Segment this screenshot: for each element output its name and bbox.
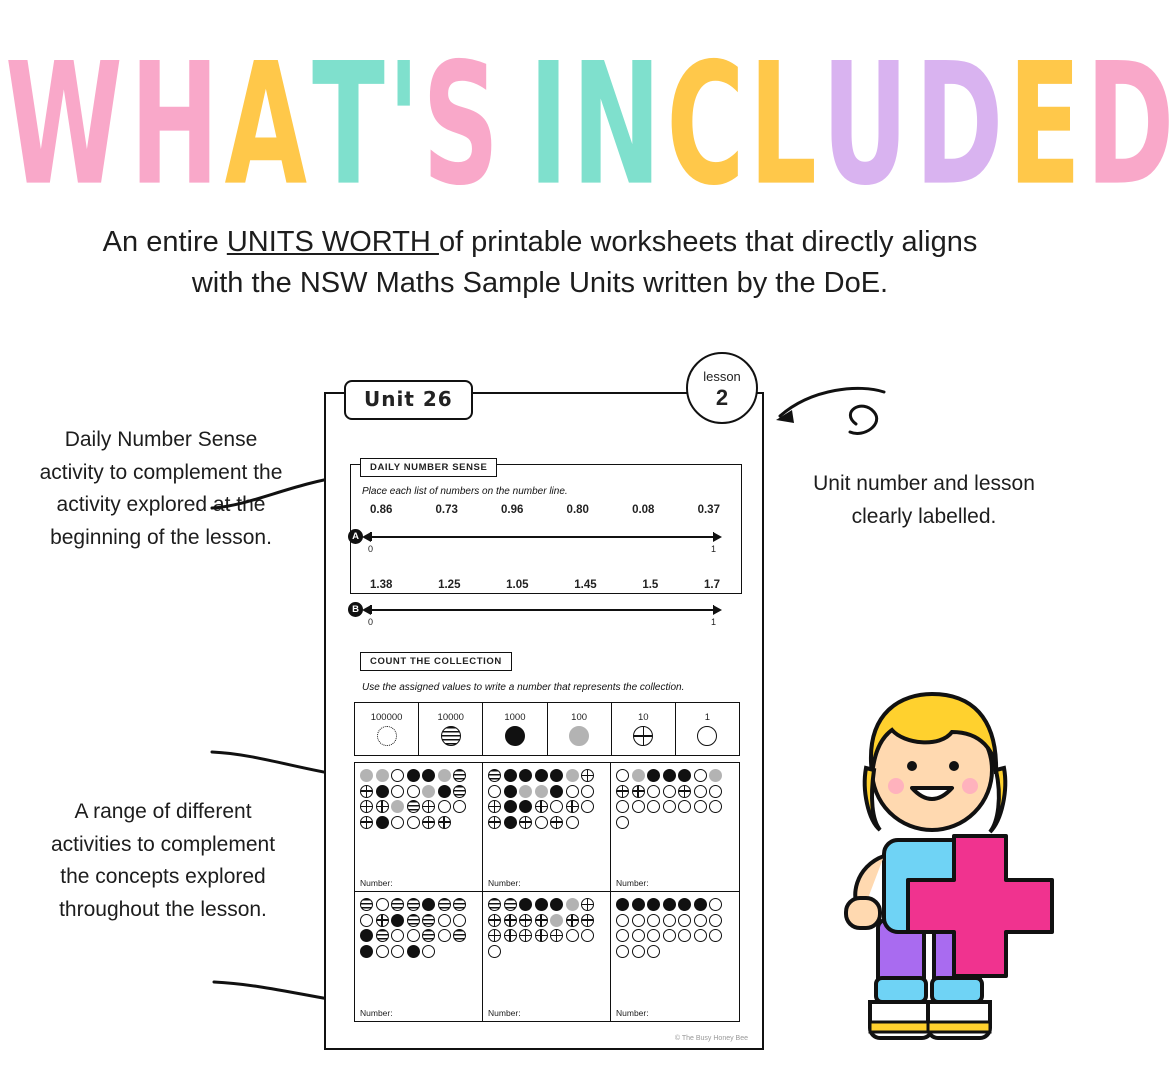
number-line-b-start: 0 bbox=[368, 617, 374, 627]
white-circle-icon bbox=[694, 929, 707, 942]
black-circle-icon bbox=[422, 898, 435, 911]
collection-cell bbox=[483, 892, 611, 1021]
white-circle-icon bbox=[566, 929, 579, 942]
number-item: 1.05 bbox=[506, 579, 529, 591]
number-item: 0.37 bbox=[697, 504, 720, 516]
white-circle-icon bbox=[647, 914, 660, 927]
white-circle-icon bbox=[694, 769, 707, 782]
daily-number-sense-box bbox=[350, 464, 742, 594]
cross-circle-icon bbox=[504, 914, 517, 927]
number-item: 1.38 bbox=[370, 579, 393, 591]
cross-circle-icon bbox=[519, 816, 532, 829]
white-circle-icon bbox=[581, 929, 594, 942]
white-circle-icon bbox=[678, 929, 691, 942]
white-circle-icon bbox=[663, 914, 676, 927]
black-circle-icon bbox=[663, 769, 676, 782]
white-circle-icon bbox=[438, 914, 451, 927]
cross-circle-icon bbox=[360, 785, 373, 798]
grey-circle-icon bbox=[566, 898, 579, 911]
annotation-unit-lesson: Unit number and lesson clearly labelled. bbox=[813, 472, 1035, 528]
lesson-word: lesson bbox=[703, 369, 741, 384]
white-circle-icon bbox=[709, 800, 722, 813]
value-key-number: 100000 bbox=[370, 712, 403, 723]
black-circle-icon bbox=[519, 898, 532, 911]
white-circle-icon bbox=[438, 800, 451, 813]
cross-circle-icon bbox=[566, 914, 579, 927]
white-circle-icon bbox=[616, 945, 629, 958]
cross-circle-icon bbox=[550, 929, 563, 942]
black-circle-icon bbox=[505, 726, 525, 746]
value-key-table bbox=[354, 702, 740, 756]
grey-circle-icon bbox=[566, 769, 579, 782]
cross-circle-icon bbox=[550, 816, 563, 829]
cross-circle-icon bbox=[678, 785, 691, 798]
white-circle-icon bbox=[663, 800, 676, 813]
white-circle-icon bbox=[709, 929, 722, 942]
white-circle-icon bbox=[453, 800, 466, 813]
title-letter-4: ' bbox=[387, 27, 419, 224]
grey-circle-icon bbox=[709, 769, 722, 782]
white-circle-icon bbox=[647, 785, 660, 798]
cross-circle-icon bbox=[488, 914, 501, 927]
grey-circle-icon bbox=[376, 769, 389, 782]
grey-circle-icon bbox=[550, 914, 563, 927]
worksheet-page bbox=[324, 369, 764, 1050]
white-circle-icon bbox=[422, 945, 435, 958]
white-circle-icon bbox=[647, 800, 660, 813]
grey-circle-icon bbox=[422, 785, 435, 798]
striped-circle-icon bbox=[376, 929, 389, 942]
cross-circle-icon bbox=[581, 769, 594, 782]
cross-circle-icon bbox=[422, 816, 435, 829]
black-circle-icon bbox=[647, 898, 660, 911]
intro-part2: of printable worksheets that directly aligns with the NSW Maths Sample Units written by the DoE. bbox=[191, 226, 978, 300]
title-letter-2: A bbox=[224, 27, 306, 224]
annotation-daily-number-sense: Daily Number Sense activity to complement the activity explored at the beginning of the lesson. bbox=[39, 428, 283, 549]
striped-circle-icon bbox=[441, 726, 461, 746]
white-circle-icon bbox=[453, 914, 466, 927]
crossed-circle-icon bbox=[633, 726, 653, 746]
title-letter-6 bbox=[501, 42, 527, 158]
cross-circle-icon bbox=[360, 800, 373, 813]
cross-circle-icon bbox=[376, 800, 389, 813]
collection-cell bbox=[483, 763, 611, 892]
value-key-number: 100 bbox=[571, 712, 588, 723]
white-circle-icon bbox=[632, 945, 645, 958]
annotation-activities: A range of different activities to complement the concepts explored throughout the lesson. bbox=[50, 800, 276, 921]
black-circle-icon bbox=[376, 816, 389, 829]
black-circle-icon bbox=[438, 785, 451, 798]
white-circle-icon bbox=[616, 929, 629, 942]
black-circle-icon bbox=[550, 785, 563, 798]
unit-badge: Unit 26 bbox=[344, 380, 473, 420]
black-circle-icon bbox=[663, 898, 676, 911]
cross-circle-icon bbox=[488, 816, 501, 829]
striped-circle-icon bbox=[488, 769, 501, 782]
black-circle-icon bbox=[376, 785, 389, 798]
striped-circle-icon bbox=[438, 898, 451, 911]
number-item: 0.73 bbox=[435, 504, 458, 516]
cross-circle-icon bbox=[422, 800, 435, 813]
striped-circle-icon bbox=[360, 898, 373, 911]
cross-circle-icon bbox=[360, 816, 373, 829]
title-letter-12: D bbox=[914, 27, 1002, 224]
lesson-number: 2 bbox=[715, 384, 729, 410]
answer-label[interactable]: Number: bbox=[360, 878, 393, 888]
white-circle-icon bbox=[709, 914, 722, 927]
number-item: 1.25 bbox=[438, 579, 461, 591]
grey-circle-icon bbox=[391, 800, 404, 813]
collection-cell bbox=[611, 892, 739, 1021]
black-circle-icon bbox=[632, 898, 645, 911]
black-circle-icon bbox=[519, 769, 532, 782]
collection-dots bbox=[360, 898, 477, 958]
black-circle-icon bbox=[504, 785, 517, 798]
number-line-a-start: 0 bbox=[368, 544, 374, 554]
white-circle-icon bbox=[376, 898, 389, 911]
collection-grid bbox=[354, 762, 740, 1022]
cross-circle-icon bbox=[488, 929, 501, 942]
white-circle-icon bbox=[581, 785, 594, 798]
black-circle-icon bbox=[391, 914, 404, 927]
white-circle-icon bbox=[632, 914, 645, 927]
striped-circle-icon bbox=[391, 898, 404, 911]
black-circle-icon bbox=[504, 816, 517, 829]
white-circle-icon bbox=[694, 785, 707, 798]
white-circle-icon bbox=[488, 945, 501, 958]
title-letter-8: N bbox=[572, 27, 660, 224]
number-line-a-end: 1 bbox=[710, 544, 716, 554]
arrow-unit-lesson-icon bbox=[752, 382, 892, 472]
black-circle-icon bbox=[535, 898, 548, 911]
white-circle-icon bbox=[566, 785, 579, 798]
white-circle-icon bbox=[694, 914, 707, 927]
black-circle-icon bbox=[616, 898, 629, 911]
row-marker-b: B bbox=[348, 602, 363, 617]
white-circle-icon bbox=[697, 726, 717, 746]
black-circle-icon bbox=[407, 769, 420, 782]
white-circle-icon bbox=[391, 945, 404, 958]
daily-number-sense-instruction: Place each list of numbers on the number line. bbox=[362, 486, 568, 497]
black-circle-icon bbox=[407, 945, 420, 958]
grey-circle-icon bbox=[569, 726, 589, 746]
striped-circle-icon bbox=[422, 914, 435, 927]
title-letter-11: U bbox=[822, 27, 907, 224]
black-circle-icon bbox=[550, 898, 563, 911]
cross-circle-icon bbox=[581, 898, 594, 911]
white-circle-icon bbox=[581, 800, 594, 813]
black-circle-icon bbox=[504, 769, 517, 782]
value-key-cell bbox=[612, 703, 676, 755]
white-circle-icon bbox=[694, 800, 707, 813]
grey-circle-icon bbox=[535, 785, 548, 798]
value-key-cell bbox=[355, 703, 419, 755]
grey-circle-icon bbox=[438, 769, 451, 782]
collection-dots bbox=[616, 769, 734, 829]
cross-circle-icon bbox=[632, 785, 645, 798]
number-line-b-end: 1 bbox=[710, 617, 716, 627]
count-the-collection-instruction: Use the assigned values to write a number that represents the collection. bbox=[362, 682, 685, 693]
daily-number-sense-label: DAILY NUMBER SENSE bbox=[360, 458, 497, 477]
intro-paragraph bbox=[90, 222, 990, 304]
cross-circle-icon bbox=[519, 929, 532, 942]
number-line-b bbox=[368, 609, 716, 627]
striped-circle-icon bbox=[407, 800, 420, 813]
black-circle-icon bbox=[535, 769, 548, 782]
cross-circle-icon bbox=[519, 914, 532, 927]
collection-dots bbox=[488, 898, 605, 958]
white-circle-icon bbox=[376, 945, 389, 958]
white-circle-icon bbox=[535, 816, 548, 829]
answer-label[interactable]: Number: bbox=[488, 878, 521, 888]
collection-cell bbox=[355, 763, 483, 892]
page-title bbox=[0, 27, 1173, 224]
grey-circle-icon bbox=[519, 785, 532, 798]
black-circle-icon bbox=[422, 769, 435, 782]
intro-part1: An entire bbox=[102, 226, 227, 258]
dotted-circle-icon bbox=[377, 726, 397, 746]
black-circle-icon bbox=[519, 800, 532, 813]
white-circle-icon bbox=[616, 914, 629, 927]
white-circle-icon bbox=[647, 945, 660, 958]
striped-circle-icon bbox=[453, 785, 466, 798]
value-key-cell bbox=[548, 703, 612, 755]
number-item: 0.80 bbox=[566, 504, 589, 516]
white-circle-icon bbox=[632, 929, 645, 942]
cross-circle-icon bbox=[535, 800, 548, 813]
title-letter-5: S bbox=[422, 27, 498, 224]
white-circle-icon bbox=[566, 816, 579, 829]
striped-circle-icon bbox=[422, 929, 435, 942]
cross-circle-icon bbox=[535, 929, 548, 942]
title-letter-10: L bbox=[749, 27, 816, 224]
white-circle-icon bbox=[709, 785, 722, 798]
white-circle-icon bbox=[360, 914, 373, 927]
striped-circle-icon bbox=[504, 898, 517, 911]
cross-circle-icon bbox=[566, 800, 579, 813]
cross-circle-icon bbox=[438, 816, 451, 829]
white-circle-icon bbox=[616, 800, 629, 813]
striped-circle-icon bbox=[488, 898, 501, 911]
black-circle-icon bbox=[360, 929, 373, 942]
white-circle-icon bbox=[550, 800, 563, 813]
student-illustration bbox=[800, 670, 1060, 1070]
title-letter-0: W bbox=[5, 27, 121, 224]
black-circle-icon bbox=[678, 769, 691, 782]
cross-circle-icon bbox=[581, 914, 594, 927]
number-list-a bbox=[370, 504, 720, 516]
black-circle-icon bbox=[360, 945, 373, 958]
answer-label[interactable]: Number: bbox=[488, 1008, 521, 1018]
white-circle-icon bbox=[391, 816, 404, 829]
black-circle-icon bbox=[647, 769, 660, 782]
white-circle-icon bbox=[616, 816, 629, 829]
grey-circle-icon bbox=[632, 769, 645, 782]
collection-cell bbox=[611, 763, 739, 892]
striped-circle-icon bbox=[453, 929, 466, 942]
answer-label[interactable]: Number: bbox=[616, 1008, 649, 1018]
white-circle-icon bbox=[678, 800, 691, 813]
grey-circle-icon bbox=[360, 769, 373, 782]
white-circle-icon bbox=[709, 898, 722, 911]
striped-circle-icon bbox=[407, 914, 420, 927]
number-item: 0.96 bbox=[501, 504, 524, 516]
title-letter-1: H bbox=[129, 27, 218, 224]
white-circle-icon bbox=[616, 769, 629, 782]
black-circle-icon bbox=[678, 898, 691, 911]
collection-cell bbox=[355, 892, 483, 1021]
value-key-number: 1 bbox=[704, 712, 711, 723]
answer-label[interactable]: Number: bbox=[616, 878, 649, 888]
white-circle-icon bbox=[391, 785, 404, 798]
white-circle-icon bbox=[647, 929, 660, 942]
row-marker-a: A bbox=[348, 529, 363, 544]
number-item: 1.5 bbox=[642, 579, 659, 591]
collection-dots bbox=[488, 769, 605, 829]
value-key-number: 10000 bbox=[437, 712, 464, 723]
number-item: 0.86 bbox=[370, 504, 393, 516]
white-circle-icon bbox=[391, 929, 404, 942]
cross-circle-icon bbox=[616, 785, 629, 798]
copyright-text: © The Busy Honey Bee bbox=[674, 1035, 748, 1042]
collection-dots bbox=[360, 769, 477, 829]
value-key-number: 1000 bbox=[504, 712, 526, 723]
striped-circle-icon bbox=[407, 898, 420, 911]
cross-circle-icon bbox=[535, 914, 548, 927]
black-circle-icon bbox=[694, 898, 707, 911]
white-circle-icon bbox=[438, 929, 451, 942]
value-key-number: 10 bbox=[637, 712, 649, 723]
answer-label[interactable]: Number: bbox=[360, 1008, 393, 1018]
striped-circle-icon bbox=[453, 769, 466, 782]
white-circle-icon bbox=[632, 800, 645, 813]
number-item: 1.45 bbox=[574, 579, 597, 591]
number-item: 0.08 bbox=[632, 504, 655, 516]
number-list-b bbox=[370, 579, 720, 591]
title-letter-3: T bbox=[311, 27, 383, 224]
cross-circle-icon bbox=[376, 914, 389, 927]
white-circle-icon bbox=[663, 929, 676, 942]
collection-dots bbox=[616, 898, 734, 958]
white-circle-icon bbox=[407, 785, 420, 798]
white-circle-icon bbox=[407, 929, 420, 942]
white-circle-icon bbox=[678, 914, 691, 927]
value-key-cell bbox=[676, 703, 739, 755]
title-letter-7: I bbox=[528, 27, 567, 224]
cross-circle-icon bbox=[488, 800, 501, 813]
value-key-cell bbox=[483, 703, 547, 755]
lesson-badge bbox=[686, 352, 758, 424]
title-letter-13: E bbox=[1007, 27, 1080, 224]
white-circle-icon bbox=[407, 816, 420, 829]
count-the-collection-label: COUNT THE COLLECTION bbox=[360, 652, 512, 671]
striped-circle-icon bbox=[453, 898, 466, 911]
white-circle-icon bbox=[391, 769, 404, 782]
cross-circle-icon bbox=[504, 929, 517, 942]
white-circle-icon bbox=[663, 785, 676, 798]
black-circle-icon bbox=[504, 800, 517, 813]
intro-emphasis: UNITS WORTH bbox=[226, 226, 439, 258]
white-circle-icon bbox=[488, 785, 501, 798]
black-circle-icon bbox=[550, 769, 563, 782]
number-line-a bbox=[368, 536, 716, 554]
title-letter-9: C bbox=[666, 27, 744, 224]
value-key-cell bbox=[419, 703, 483, 755]
title-letter-14: D bbox=[1085, 27, 1173, 224]
number-item: 1.7 bbox=[704, 579, 720, 591]
